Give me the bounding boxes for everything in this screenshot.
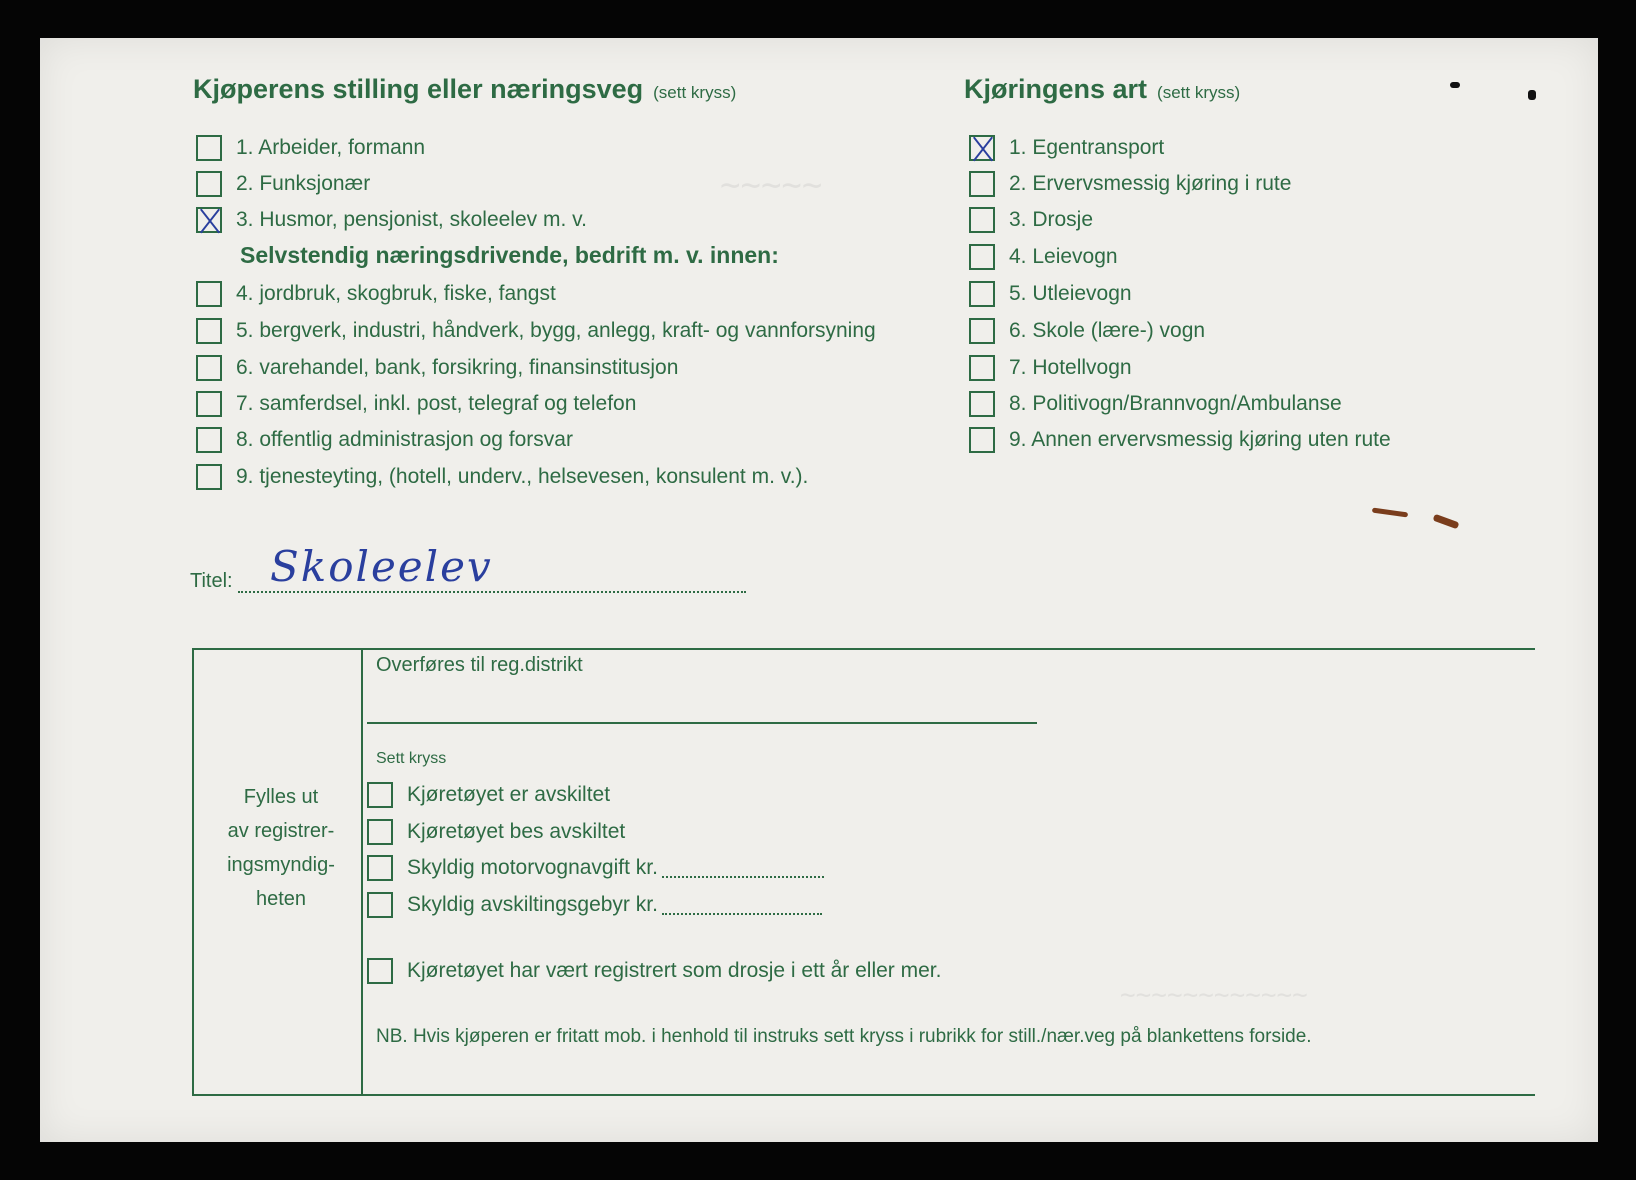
- checkbox-checked[interactable]: [969, 135, 995, 161]
- checkbox[interactable]: [969, 281, 995, 307]
- ink-speck: [1528, 90, 1536, 100]
- driving-type-option-1[interactable]: [969, 131, 1164, 165]
- plates-request-option[interactable]: [367, 815, 625, 849]
- left-heading-note: (sett kryss): [653, 83, 737, 102]
- box-left-border: [192, 648, 194, 1094]
- option-label: Skyldig avskiltingsgebyr kr.: [407, 893, 658, 916]
- option-label: 6. varehandel, bank, forsikring, finansinstitusjon: [236, 356, 679, 379]
- checkbox[interactable]: [367, 855, 393, 881]
- occupation-option-5[interactable]: [196, 314, 876, 348]
- registration-authority-label: [196, 780, 366, 916]
- right-heading-text: Kjøringens art: [964, 74, 1148, 104]
- checkbox[interactable]: [196, 171, 222, 197]
- option-label: 5. Utleievogn: [1009, 282, 1132, 305]
- authority-line: ingsmyndig-: [227, 854, 335, 876]
- transfer-district-field-line[interactable]: [367, 722, 1037, 724]
- option-label: 5. bergverk, industri, håndverk, bygg, anlegg, kraft- og vannforsyning: [236, 319, 876, 342]
- ink-speck: [1450, 82, 1460, 88]
- right-section-heading: [964, 74, 1240, 105]
- checkbox[interactable]: [969, 207, 995, 233]
- self-employed-subheading: Selvstendig næringsdrivende, bedrift m. v. innen:: [240, 242, 779, 268]
- checkbox[interactable]: [969, 171, 995, 197]
- checkbox[interactable]: [196, 135, 222, 161]
- checkbox[interactable]: [969, 427, 995, 453]
- option-label: Kjøretøyet er avskiltet: [407, 783, 611, 806]
- authority-line: heten: [255, 888, 307, 910]
- checkbox[interactable]: [367, 819, 393, 845]
- plate-fee-owed-option[interactable]: [367, 888, 822, 922]
- driving-type-option-4[interactable]: [969, 240, 1118, 274]
- option-label: 3. Husmor, pensjonist, skoleelev m. v.: [236, 208, 587, 231]
- checkbox[interactable]: [196, 391, 222, 417]
- option-label: 9. Annen ervervsmessig kjøring uten rute: [1009, 428, 1391, 451]
- checkbox[interactable]: [367, 892, 393, 918]
- taxi-registration-option[interactable]: [367, 954, 941, 988]
- right-heading-note: (sett kryss): [1157, 83, 1241, 102]
- checkbox[interactable]: [196, 281, 222, 307]
- option-label: 1. Arbeider, formann: [236, 136, 426, 159]
- option-label: 8. offentlig administrasjon og forsvar: [236, 428, 573, 451]
- box-top-border: [192, 648, 1535, 650]
- authority-line: av registrer-: [227, 820, 335, 842]
- option-label: 8. Politivogn/Brannvogn/Ambulanse: [1009, 392, 1342, 415]
- option-label: Kjøretøyet bes avskiltet: [407, 820, 626, 843]
- driving-type-option-9[interactable]: [969, 423, 1391, 457]
- occupation-option-1[interactable]: [196, 131, 425, 165]
- sett-kryss-label: Sett kryss: [376, 750, 447, 767]
- nb-note: NB. Hvis kjøperen er fritatt mob. i henhold til instruks sett kryss i rubrikk for still./nær.veg på blankettens forside.: [376, 1026, 1312, 1047]
- occupation-option-9[interactable]: [196, 460, 808, 494]
- option-label: 2. Funksjonær: [236, 172, 371, 195]
- plates-removed-option[interactable]: [367, 778, 610, 812]
- option-label: 1. Egentransport: [1009, 136, 1165, 159]
- option-label: 9. tjenesteyting, (hotell, underv., helsevesen, konsulent m. v.).: [236, 465, 809, 488]
- checkbox[interactable]: [969, 391, 995, 417]
- checkbox[interactable]: [367, 782, 393, 808]
- option-label: 7. Hotellvogn: [1009, 356, 1132, 379]
- checkbox[interactable]: [969, 244, 995, 270]
- driving-type-option-8[interactable]: [969, 387, 1342, 421]
- option-label: Skyldig motorvognavgift kr.: [407, 856, 658, 879]
- bleed-through-text: ~~~~~~~~~~~~: [1120, 980, 1308, 1010]
- titel-handwritten-value[interactable]: Skoleelev: [270, 542, 493, 591]
- checkbox[interactable]: [969, 355, 995, 381]
- checkbox[interactable]: [196, 318, 222, 344]
- occupation-option-8[interactable]: [196, 423, 573, 457]
- option-label: 7. samferdsel, inkl. post, telegraf og telefon: [236, 392, 637, 415]
- authority-line: Fylles ut: [243, 786, 319, 808]
- driving-type-option-7[interactable]: [969, 351, 1132, 385]
- checkbox[interactable]: [196, 355, 222, 381]
- driving-type-option-3[interactable]: [969, 203, 1093, 237]
- checkbox-checked[interactable]: [196, 207, 222, 233]
- vehicle-tax-owed-option[interactable]: [367, 851, 824, 885]
- amount-field-dots[interactable]: [662, 858, 824, 878]
- driving-type-option-6[interactable]: [969, 314, 1205, 348]
- driving-type-option-2[interactable]: [969, 167, 1291, 201]
- option-label: 2. Ervervsmessig kjøring i rute: [1009, 172, 1292, 195]
- option-label: 3. Drosje: [1009, 208, 1094, 231]
- checkbox[interactable]: [196, 464, 222, 490]
- occupation-option-4[interactable]: [196, 277, 556, 311]
- driving-type-option-5[interactable]: [969, 277, 1132, 311]
- option-label: 6. Skole (lære-) vogn: [1009, 319, 1206, 342]
- left-heading-text: Kjøperens stilling eller næringsveg: [193, 74, 644, 104]
- transfer-district-label: Overføres til reg.distrikt: [376, 654, 583, 676]
- occupation-option-2[interactable]: [196, 167, 370, 201]
- checkbox[interactable]: [367, 958, 393, 984]
- option-label: 4. jordbruk, skogbruk, fiske, fangst: [236, 282, 556, 305]
- checkbox[interactable]: [196, 427, 222, 453]
- titel-field-line: [238, 591, 746, 593]
- occupation-option-7[interactable]: [196, 387, 636, 421]
- occupation-option-3[interactable]: [196, 203, 587, 237]
- left-section-heading: [193, 74, 736, 105]
- titel-label: Titel:: [190, 570, 233, 592]
- bleed-through-text: ~~~~~: [720, 165, 823, 205]
- occupation-option-6[interactable]: [196, 351, 678, 385]
- checkbox[interactable]: [969, 318, 995, 344]
- option-label: Kjøretøyet har vært registrert som drosje i ett år eller mer.: [407, 959, 942, 982]
- box-bottom-border: [192, 1094, 1535, 1096]
- amount-field-dots[interactable]: [662, 895, 822, 915]
- option-label: 4. Leievogn: [1009, 245, 1118, 268]
